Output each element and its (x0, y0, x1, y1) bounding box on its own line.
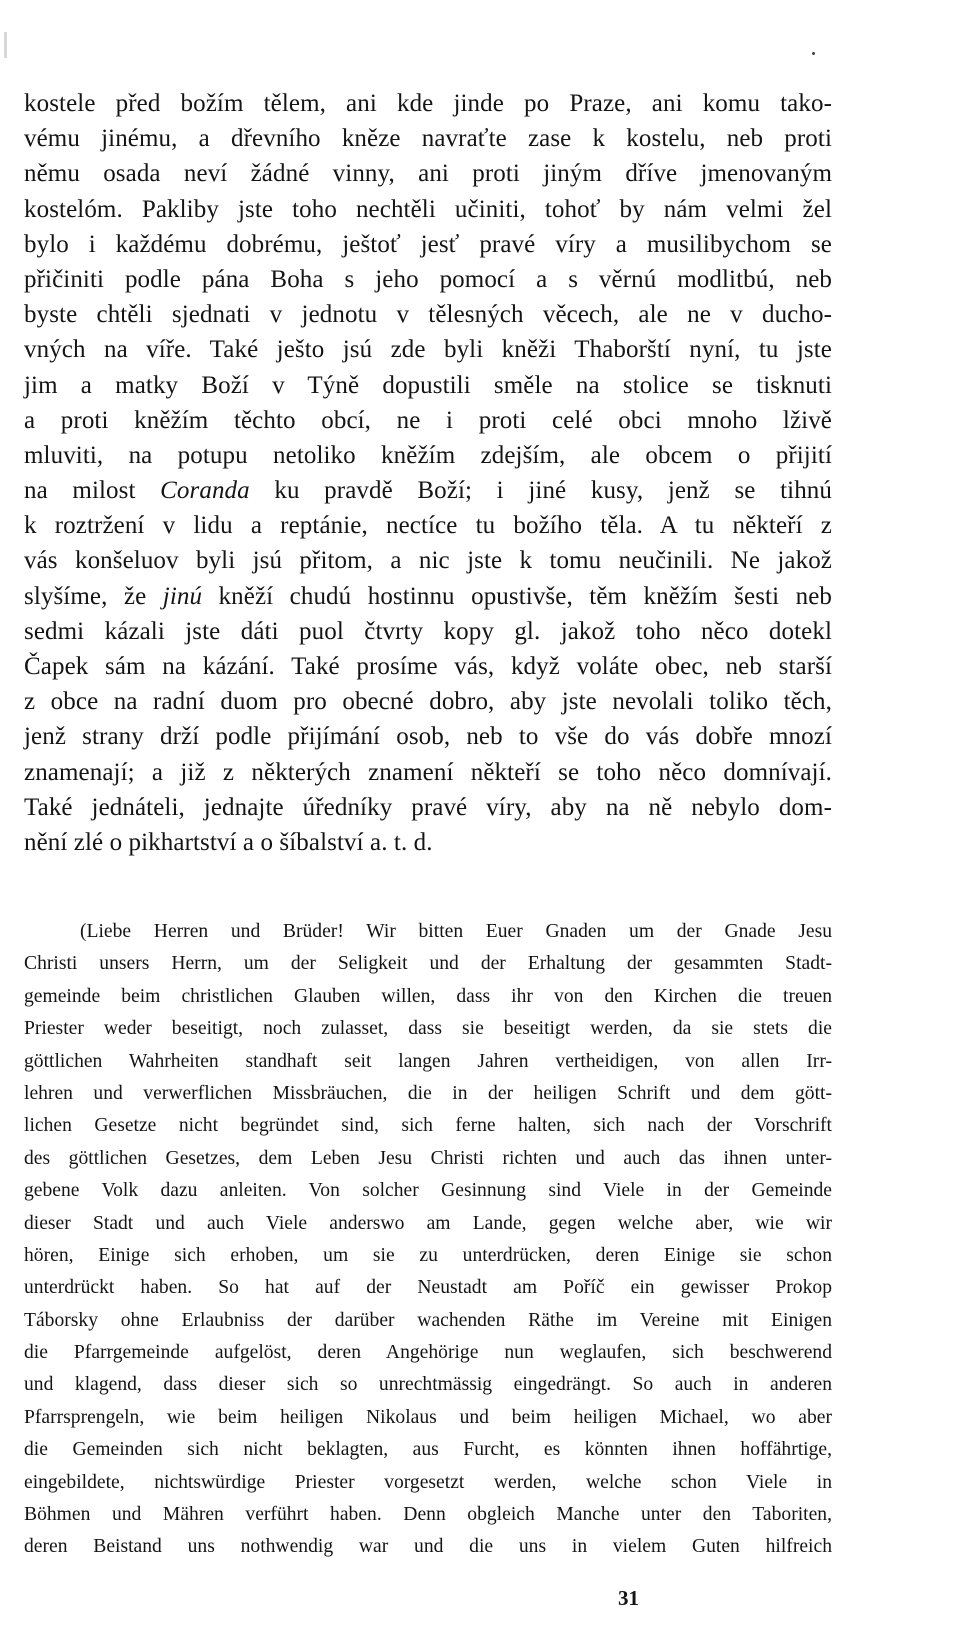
text-line: němu osada neví žádné vinny, ani proti jiným dříve jmenovaným (24, 160, 832, 188)
page-number: 31 (618, 1586, 639, 1610)
text-line: die Gemeinden sich nicht beklagten, aus Furcht, es könnten ihnen hoffährtige, (24, 1439, 832, 1461)
german-translation-block (24, 916, 832, 1564)
text-line: deren Beistand uns nothwendig war und die uns in vielem Guten hilfreich (24, 1536, 832, 1558)
text-line: Christi unsers Herrn, um der Seligkeit und der Erhaltung der gesammten Stadt- (24, 953, 832, 975)
text-line: göttlichen Wahrheiten standhaft seit langen Jahren vertheidigen, von allen Irr- (24, 1050, 832, 1072)
text-line: přičiniti podle pána Boha s jeho pomocí a s věrnú modlitbú, neb (24, 265, 832, 293)
text-line: na milost Coranda ku pravdě Boží; i jiné kusy, jenž se tihnú (24, 477, 833, 505)
text-line: Pfarrsprengeln, wie beim heiligen Nikolaus und beim heiligen Michael, wo aber (24, 1406, 832, 1428)
scan-dust-dot (812, 52, 815, 55)
text-line: eingebildete, nichtswürdige Priester vorgesetzt werden, welche schon Viele in (24, 1471, 832, 1493)
text-line: Táborsky ohne Erlaubniss der darüber wachenden Räthe im Vereine mit Einigen (24, 1309, 832, 1331)
text-line: mluviti, na potupu netoliko kněžím zdejším, ale obcem o přijití (24, 441, 832, 469)
text-line: byste chtěli sjednati v jednotu v tělesných věcech, ale ne v ducho- (24, 301, 832, 329)
text-line: jenž strany drží podle přijímání osob, neb to vše do vás dobře mnozí (24, 723, 832, 751)
text-line: die Pfarrgemeinde aufgelöst, deren Angehörige nun weglaufen, sich beschwerend (24, 1342, 832, 1364)
text-line: hören, Einige sich erhoben, um sie zu unterdrücken, deren Einige sie schon (24, 1244, 832, 1266)
text-line: dieser Stadt und auch Viele anderswo am Lande, gegen welche aber, wie wir (24, 1212, 832, 1234)
text-line: k roztržení v lidu a reptánie, nectíce tu božího těla. A tu někteří z (24, 512, 832, 540)
text-line: sedmi kázali jste dáti puol čtvrty kopy gl. jakož toho něco dotekl (24, 617, 832, 645)
text-line: vému jinému, a dřevního kněze navraťte zase k kostelu, neb proti (24, 125, 832, 153)
czech-text-block (24, 86, 832, 860)
text-line: z obce na radní duom pro obecné dobro, aby jste nevolali toliko těch, (24, 688, 832, 716)
text-line: kostele před božím tělem, ani kde jinde po Praze, ani komu tako- (24, 90, 832, 117)
text-line: lichen Gesetze nicht begründet sind, sich ferne halten, sich nach der Vorschrift (24, 1115, 832, 1137)
text-line: unterdrückt haben. So hat auf der Neustadt am Poříč ein gewisser Prokop (24, 1277, 832, 1299)
text-line: Také jednáteli, jednajte úředníky pravé víry, aby na ně nebylo dom- (24, 793, 832, 821)
scan-edge-mark (4, 32, 7, 58)
text-line: jim a matky Boží v Týně dopustili směle na stolice se tisknuti (24, 371, 832, 399)
text-line: Priester weder beseitigt, noch zulasset, dass sie beseitigt werden, da sie stets die (24, 1018, 832, 1040)
text-line: znamenají; a již z některých znamení někteří se toho něco domnívají. (24, 758, 832, 786)
text-line: lehren und verwerflichen Missbräuchen, die in der heiligen Schrift und dem gött- (24, 1082, 832, 1104)
text-line: kostelóm. Pakliby jste toho nechtěli učiniti, tohoť by nám velmi žel (24, 195, 832, 223)
text-line: a proti kněžím těchto obcí, ne i proti celé obci mnoho lživě (24, 406, 832, 434)
text-line: gemeinde beim christlichen Glauben willen, dass ihr von den Kirchen die treuen (24, 985, 832, 1007)
text-line: (Liebe Herren und Brüder! Wir bitten Euer Gnaden um der Gnade Jesu (80, 921, 832, 942)
text-line: Böhmen und Mähren verführt haben. Denn obgleich Manche unter den Taboriten, (24, 1504, 832, 1526)
text-line: Čapek sám na kázání. Také prosíme vás, když voláte obec, neb starší (24, 653, 832, 680)
text-line: vás konšeluov byli jsú přitom, a nic jste k tomu neučinili. Ne jakož (24, 547, 832, 575)
text-line: bylo i každému dobrému, ještoť jesť pravé víry a musilibychom se (24, 230, 832, 258)
text-line: vných na víře. Také ješto jsú zde byli kněži Thaborští nyní, tu jste (24, 336, 832, 364)
text-line: slyšíme, že jinú kněží chudú hostinnu opustivše, těm kněžím šesti neb (24, 582, 832, 610)
text-line: gebene Volk dazu anleiten. Von solcher Gesinnung sind Viele in der Gemeinde (24, 1180, 832, 1202)
text-line: und klagend, dass dieser sich so unrechtmässig eingedrängt. So auch in anderen (24, 1374, 832, 1396)
text-line: nění zlé o pikhartství a o šíbalství a. t. d. (24, 828, 433, 856)
text-line: des göttlichen Gesetzes, dem Leben Jesu Christi richten und auch das ihnen unter- (24, 1147, 832, 1169)
